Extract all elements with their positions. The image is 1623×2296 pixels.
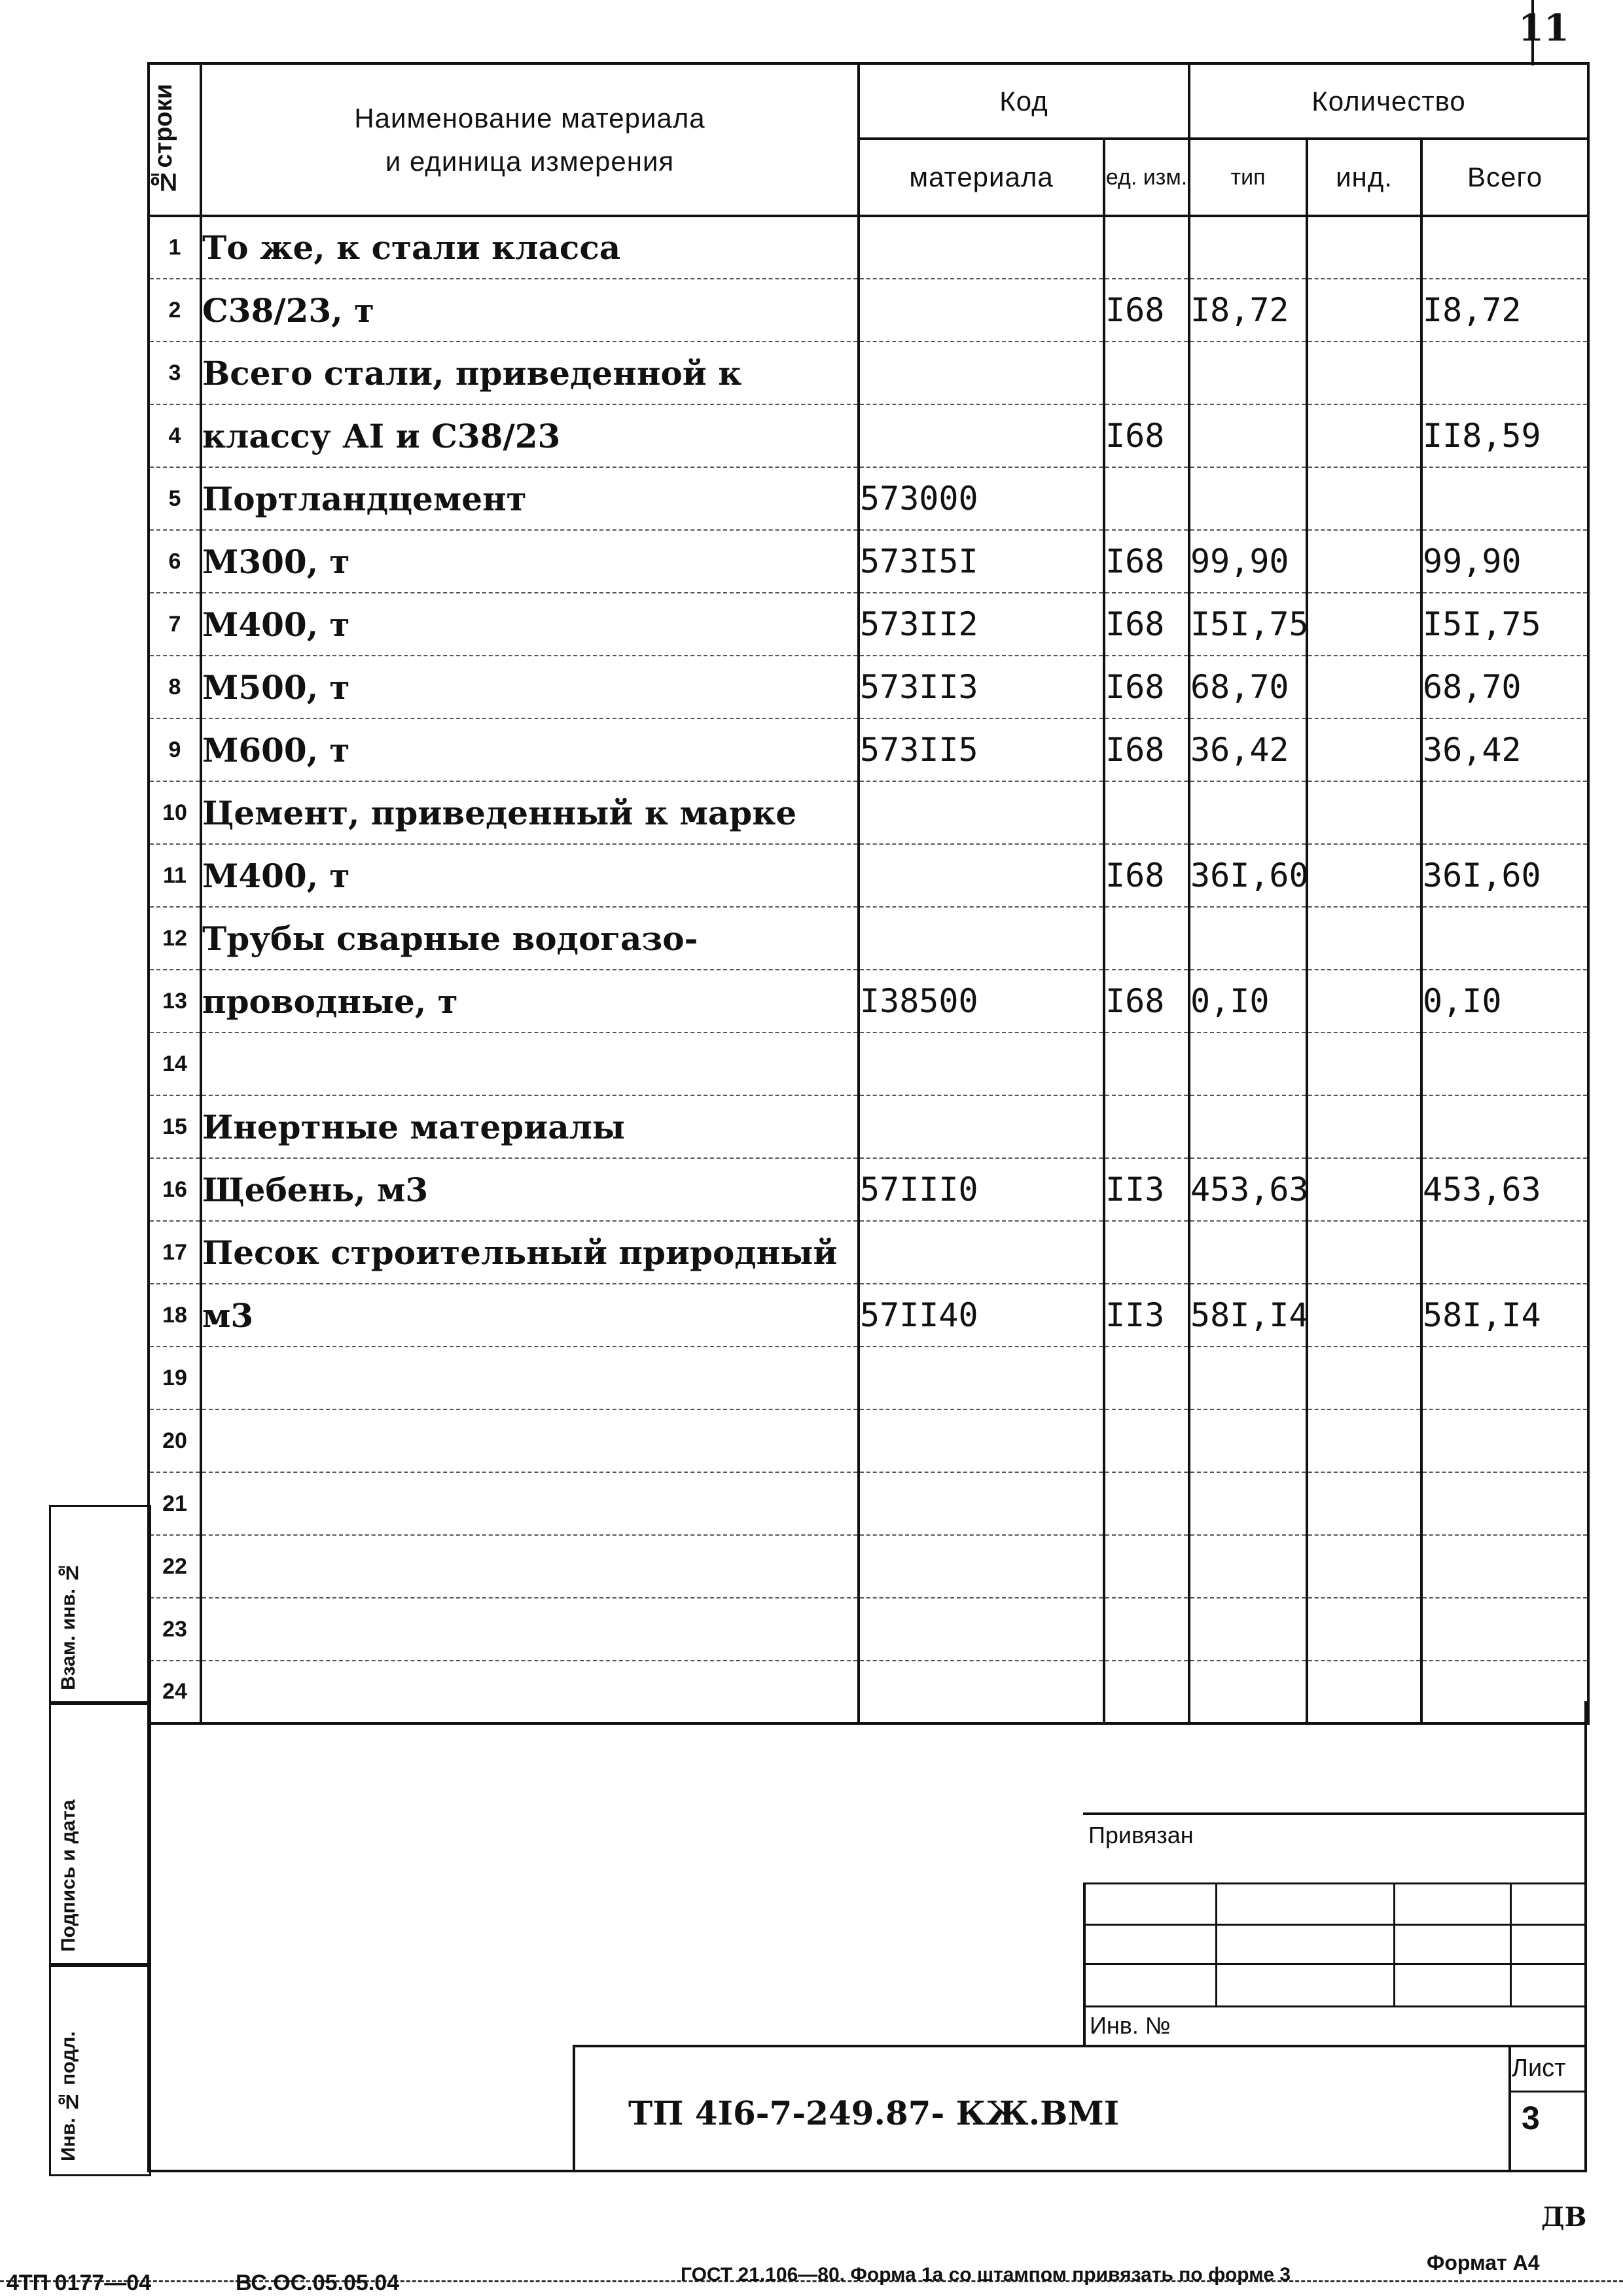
- side-label-vzam: Взам. инв. №: [58, 1561, 79, 1690]
- quantity-typ: I5I,75: [1189, 593, 1307, 656]
- quantity-ind: [1307, 1347, 1421, 1409]
- quantity-total: I5I,75: [1421, 593, 1588, 656]
- table-row: [149, 1221, 1588, 1284]
- unit-code: [1104, 467, 1189, 530]
- sheet-box-rule: [1511, 2091, 1587, 2093]
- unit-code: [1104, 907, 1189, 970]
- quantity-typ: 36I,60: [1189, 844, 1307, 907]
- row-number: 16: [149, 1158, 201, 1221]
- name-header-line1: Наименование материала: [354, 102, 705, 133]
- quantity-total: 68,70: [1421, 656, 1588, 718]
- side-stamp-podpis: [49, 1701, 151, 1967]
- material-name: То же, к стали класса: [201, 216, 859, 279]
- table-row: [149, 1284, 1588, 1347]
- material-name: проводные, т: [201, 970, 859, 1033]
- row-number: 13: [149, 970, 201, 1033]
- quantity-typ: 36,42: [1189, 718, 1307, 781]
- quantity-total: II8,59: [1421, 404, 1588, 467]
- material-code: [859, 279, 1104, 342]
- material-code: [859, 1221, 1104, 1284]
- quantity-ind: [1307, 1158, 1421, 1221]
- quantity-total: [1421, 1095, 1588, 1158]
- table-row: [149, 1158, 1588, 1221]
- quantity-typ: [1189, 1472, 1307, 1535]
- quantity-total: 36,42: [1421, 718, 1588, 781]
- unit-code: I68: [1104, 844, 1189, 907]
- quantity-typ: [1189, 1535, 1307, 1598]
- quantity-typ: 99,90: [1189, 530, 1307, 593]
- material-name: Цемент, приведенный к марке: [201, 781, 859, 844]
- quantity-typ: [1189, 1598, 1307, 1661]
- privyazan-label: Привязан: [1083, 1812, 1584, 1884]
- table-row: [149, 1347, 1588, 1409]
- ind-header: инд.: [1307, 139, 1421, 216]
- material-code: 57II40: [859, 1284, 1104, 1347]
- row-number: 6: [149, 530, 201, 593]
- quantity-ind: [1307, 216, 1421, 279]
- quantity-ind: [1307, 844, 1421, 907]
- unit-code: [1104, 342, 1189, 404]
- material-name: С38/23, т: [201, 279, 859, 342]
- quantity-ind: [1307, 404, 1421, 467]
- row-number: 19: [149, 1347, 201, 1409]
- unit-code: I68: [1104, 593, 1189, 656]
- material-name: [201, 1535, 859, 1598]
- quantity-total: [1421, 1221, 1588, 1284]
- row-number: 17: [149, 1221, 201, 1284]
- material-code: 573II3: [859, 656, 1104, 718]
- quantity-typ: [1189, 342, 1307, 404]
- side-stamp-vzam: [49, 1505, 151, 1705]
- unit-code: II3: [1104, 1158, 1189, 1221]
- quantity-ind: [1307, 781, 1421, 844]
- quantity-ind: [1307, 1221, 1421, 1284]
- material-code: [859, 342, 1104, 404]
- table-row: [149, 1033, 1588, 1095]
- quantity-total: 36I,60: [1421, 844, 1588, 907]
- row-number: 23: [149, 1598, 201, 1661]
- quantity-ind: [1307, 718, 1421, 781]
- quantity-ind: [1307, 342, 1421, 404]
- quantity-total: [1421, 907, 1588, 970]
- quantity-total: 453,63: [1421, 1158, 1588, 1221]
- quantity-total: [1421, 1472, 1588, 1535]
- quantity-typ: 58I,I4: [1189, 1284, 1307, 1347]
- row-number: 1: [149, 216, 201, 279]
- side-label-podpis: Подпись и дата: [58, 1799, 79, 1952]
- footer-left-code2: ВС.ОС.05.05.04: [236, 2270, 400, 2295]
- name-header: [201, 63, 859, 216]
- typ-header: тип: [1189, 139, 1307, 216]
- format-label: Формат А4: [1427, 2251, 1540, 2274]
- unit-code: [1104, 1221, 1189, 1284]
- table-row: [149, 844, 1588, 907]
- quantity-header: Количество: [1189, 63, 1588, 139]
- table-row: [149, 970, 1588, 1033]
- unit-code: [1104, 781, 1189, 844]
- row-number: 2: [149, 279, 201, 342]
- table-row: [149, 342, 1588, 404]
- page-number: 11: [1518, 7, 1569, 50]
- quantity-total: [1421, 1033, 1588, 1095]
- unit-code: I68: [1104, 279, 1189, 342]
- table-row: [149, 781, 1588, 844]
- footer-gost: ГОСТ 21.106—80. Форма 1а со штампом привязать по форме 3: [681, 2264, 1291, 2286]
- unit-code: [1104, 1033, 1189, 1095]
- row-number: 8: [149, 656, 201, 718]
- table-row: [149, 216, 1588, 279]
- material-code: [859, 216, 1104, 279]
- quantity-typ: [1189, 216, 1307, 279]
- material-code: [859, 1598, 1104, 1661]
- stamp-rule: [1086, 1924, 1587, 1926]
- quantity-typ: [1189, 404, 1307, 467]
- material-code: 573I5I: [859, 530, 1104, 593]
- row-number: 18: [149, 1284, 201, 1347]
- material-name: Щебень, м3: [201, 1158, 859, 1221]
- name-header-line2: и единица измерения: [385, 145, 675, 177]
- row-number: 14: [149, 1033, 201, 1095]
- quantity-total: [1421, 1598, 1588, 1661]
- quantity-ind: [1307, 1598, 1421, 1661]
- table-row: [149, 907, 1588, 970]
- table-row: [149, 279, 1588, 342]
- material-name: м3: [201, 1284, 859, 1347]
- quantity-total: [1421, 216, 1588, 279]
- quantity-typ: [1189, 1095, 1307, 1158]
- quantity-typ: 68,70: [1189, 656, 1307, 718]
- quantity-typ: 453,63: [1189, 1158, 1307, 1221]
- material-name: М400, т: [201, 844, 859, 907]
- row-number: 9: [149, 718, 201, 781]
- unit-header: ед. изм.: [1104, 139, 1189, 216]
- side-stamp-inv-podl: [49, 1963, 151, 2176]
- unit-code: [1104, 1535, 1189, 1598]
- quantity-ind: [1307, 530, 1421, 593]
- quantity-ind: [1307, 1535, 1421, 1598]
- unit-code: [1104, 216, 1189, 279]
- material-name: Всего стали, приведенной к: [201, 342, 859, 404]
- material-code: [859, 844, 1104, 907]
- table-row: [149, 1472, 1588, 1535]
- material-code-header: материала: [859, 139, 1104, 216]
- row-number: 4: [149, 404, 201, 467]
- row-number: 11: [149, 844, 201, 907]
- stamp-divider: [1215, 1884, 1217, 2005]
- material-code: [859, 1535, 1104, 1598]
- row-number-header-label: №строки: [150, 84, 177, 196]
- material-name: Инертные материалы: [201, 1095, 859, 1158]
- material-code: 573II2: [859, 593, 1104, 656]
- table-row: [149, 404, 1588, 467]
- table-row: [149, 718, 1588, 781]
- material-name: М400, т: [201, 593, 859, 656]
- quantity-total: 0,I0: [1421, 970, 1588, 1033]
- unit-code: I68: [1104, 970, 1189, 1033]
- material-name: [201, 1033, 859, 1095]
- unit-code: [1104, 1347, 1189, 1409]
- row-number: 15: [149, 1095, 201, 1158]
- side-label-inv-podl: Инв. № подл.: [58, 2031, 79, 2161]
- quantity-ind: [1307, 1284, 1421, 1347]
- quantity-total: [1421, 1347, 1588, 1409]
- unit-code: [1104, 1598, 1189, 1661]
- unit-code: [1104, 1472, 1189, 1535]
- material-name: М600, т: [201, 718, 859, 781]
- footer-left-code: 4ТП 0177—04: [7, 2270, 152, 2295]
- material-code: [859, 1095, 1104, 1158]
- sheet-label: Лист: [1512, 2055, 1566, 2082]
- quantity-typ: [1189, 1347, 1307, 1409]
- code-header: Код: [859, 63, 1189, 139]
- material-name: М300, т: [201, 530, 859, 593]
- material-code: [859, 781, 1104, 844]
- unit-code: I68: [1104, 718, 1189, 781]
- material-name: Трубы сварные водогазо-: [201, 907, 859, 970]
- unit-code: I68: [1104, 530, 1189, 593]
- stamp-divider: [1393, 1884, 1395, 2005]
- sheet-number: 3: [1522, 2100, 1540, 2136]
- quantity-typ: [1189, 467, 1307, 530]
- table-row: [149, 530, 1588, 593]
- table-row: [149, 1598, 1588, 1661]
- table-row: [149, 656, 1588, 718]
- material-code: [859, 1347, 1104, 1409]
- document-number: ТП 4I6-7-249.87- КЖ.ВМI: [628, 2094, 1120, 2132]
- material-code: I38500: [859, 970, 1104, 1033]
- unit-code: [1104, 1095, 1189, 1158]
- quantity-typ: 0,I0: [1189, 970, 1307, 1033]
- material-code: [859, 1409, 1104, 1472]
- stamp-rule: [1086, 1963, 1587, 1965]
- row-number: 21: [149, 1472, 201, 1535]
- unit-code: I68: [1104, 656, 1189, 718]
- quantity-typ: [1189, 1409, 1307, 1472]
- row-number: 7: [149, 593, 201, 656]
- table-row: [149, 1095, 1588, 1158]
- quantity-typ: [1189, 1221, 1307, 1284]
- material-code: [859, 1472, 1104, 1535]
- quantity-typ: [1189, 781, 1307, 844]
- quantity-total: [1421, 467, 1588, 530]
- quantity-total: [1421, 342, 1588, 404]
- quantity-typ: [1189, 1033, 1307, 1095]
- total-header: Всего: [1421, 139, 1588, 216]
- quantity-total: [1421, 781, 1588, 844]
- quantity-total: [1421, 1409, 1588, 1472]
- row-number-header: [149, 63, 201, 216]
- material-name: Портландцемент: [201, 467, 859, 530]
- material-code: 57III0: [859, 1158, 1104, 1221]
- material-name: М500, т: [201, 656, 859, 718]
- material-name: [201, 1409, 859, 1472]
- unit-code: I68: [1104, 404, 1189, 467]
- material-name: [201, 1347, 859, 1409]
- material-code: [859, 404, 1104, 467]
- quantity-total: I8,72: [1421, 279, 1588, 342]
- stamp-divider: [1510, 1884, 1512, 2005]
- table-row: [149, 467, 1588, 530]
- unit-code: II3: [1104, 1284, 1189, 1347]
- material-name: классу АI и С38/23: [201, 404, 859, 467]
- row-number: 10: [149, 781, 201, 844]
- material-code: 573000: [859, 467, 1104, 530]
- quantity-ind: [1307, 1095, 1421, 1158]
- quantity-ind: [1307, 656, 1421, 718]
- material-code: 573II5: [859, 718, 1104, 781]
- row-number: 20: [149, 1409, 201, 1472]
- table-row: [149, 1409, 1588, 1472]
- quantity-ind: [1307, 970, 1421, 1033]
- row-number: 5: [149, 467, 201, 530]
- binding-stamp-grid: [1083, 1884, 1587, 2045]
- unit-code: [1104, 1409, 1189, 1472]
- quantity-ind: [1307, 1409, 1421, 1472]
- material-name: [201, 1472, 859, 1535]
- quantity-typ: [1189, 907, 1307, 970]
- materials-table: [147, 62, 1590, 1725]
- dv-mark: ДВ: [1541, 2202, 1587, 2233]
- quantity-ind: [1307, 279, 1421, 342]
- row-number: 3: [149, 342, 201, 404]
- material-code: [859, 907, 1104, 970]
- row-number: 22: [149, 1535, 201, 1598]
- quantity-ind: [1307, 593, 1421, 656]
- row-number: 12: [149, 907, 201, 970]
- quantity-ind: [1307, 1472, 1421, 1535]
- material-code: [859, 1033, 1104, 1095]
- stamp-rule: [1086, 2005, 1587, 2007]
- quantity-ind: [1307, 467, 1421, 530]
- quantity-total: 58I,I4: [1421, 1284, 1588, 1347]
- table-row: [149, 593, 1588, 656]
- quantity-total: 99,90: [1421, 530, 1588, 593]
- quantity-typ: I8,72: [1189, 279, 1307, 342]
- table-row: [149, 1535, 1588, 1598]
- material-name: Песок строительный природный: [201, 1221, 859, 1284]
- material-name: [201, 1598, 859, 1661]
- quantity-ind: [1307, 1033, 1421, 1095]
- row-number: 24: [149, 1661, 201, 1723]
- quantity-ind: [1307, 907, 1421, 970]
- inv-number-label: Инв. №: [1090, 2012, 1171, 2039]
- quantity-total: [1421, 1535, 1588, 1598]
